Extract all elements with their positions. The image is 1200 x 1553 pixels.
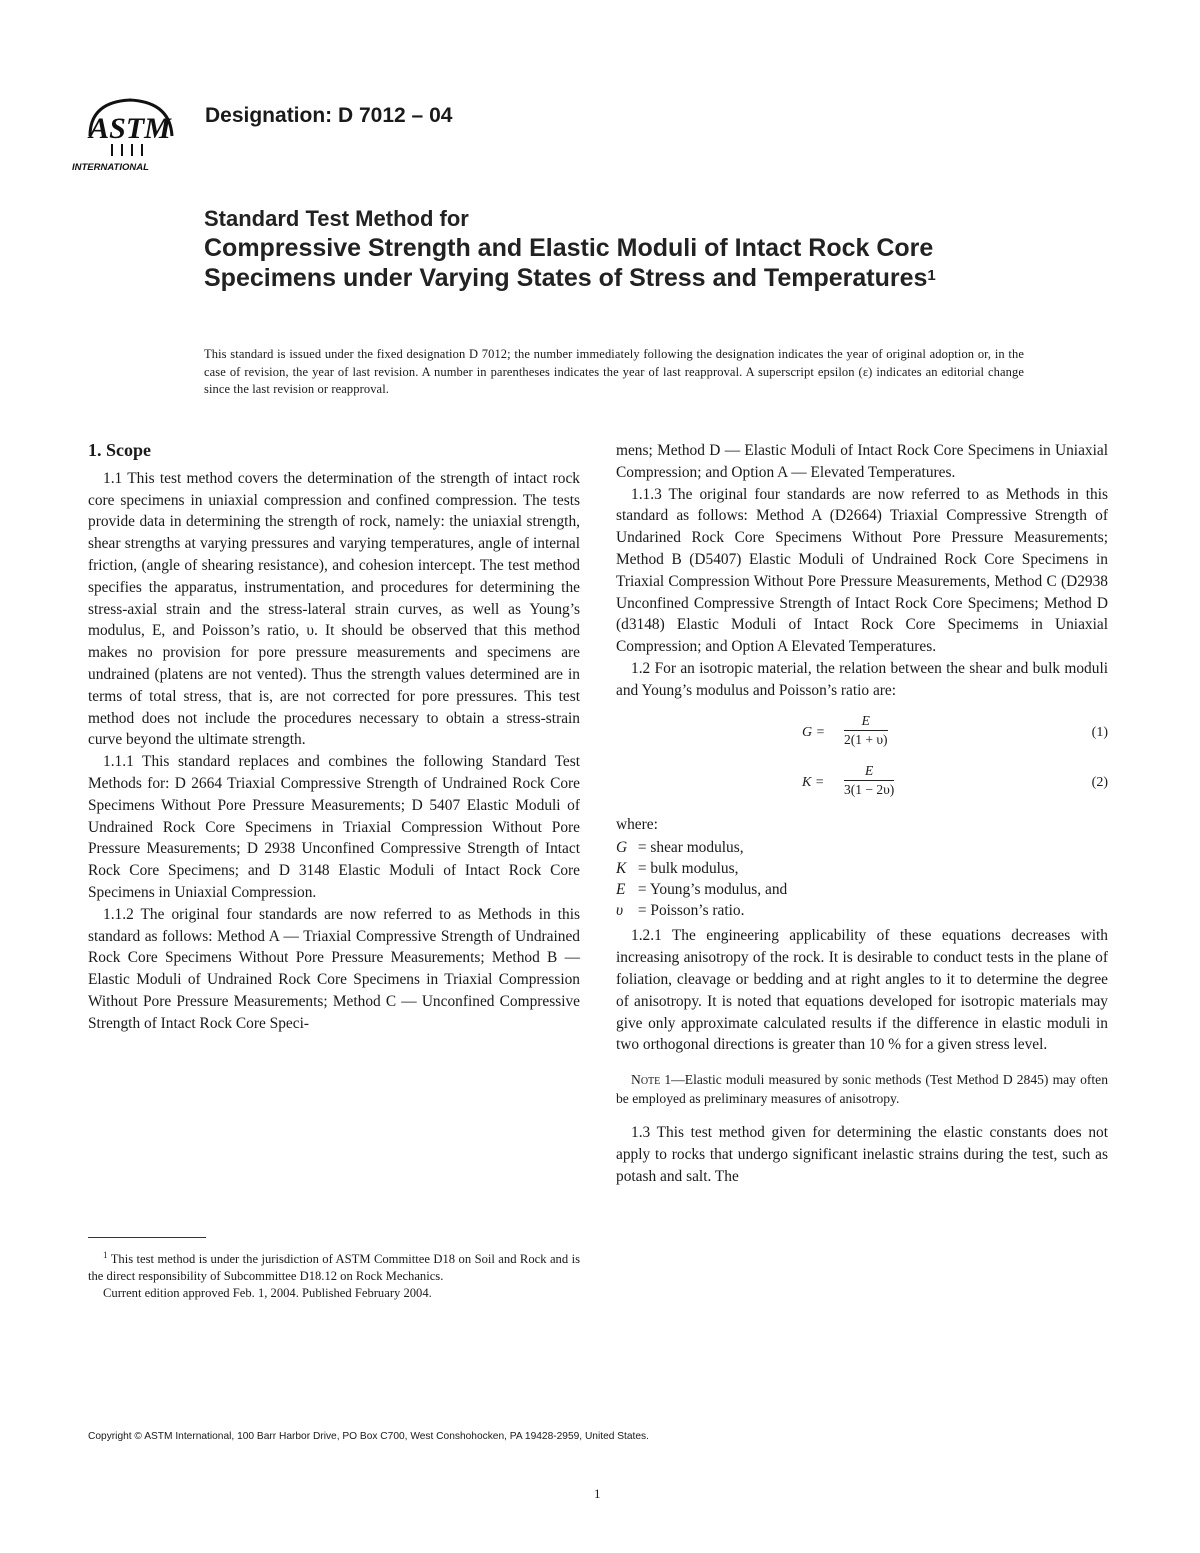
paragraph-1-1-1: 1.1.1 This standard replaces and combines the following Standard Test Methods for: D 2664 Triaxial Compressive Strength of Undrained Rock Core Specimens Without Pore Pressure Measurements; D 5407 Elastic Moduli of Undrained Rock Core Specimens in Triaxial Compression Without Pore Pressure Measurements; D 2938 Unconfined Compressive Strength of Intact Rock Core Specimens; and D 3148 Elastic Moduli of Intact Rock Core Specimens in Uniaxial Compression. bbox=[88, 753, 580, 901]
equation-2-numerator: E bbox=[844, 762, 894, 781]
equation-1-numerator: E bbox=[844, 712, 888, 731]
footnote-line-1 bbox=[88, 1247, 580, 1285]
definition-item bbox=[616, 879, 1108, 900]
equation-2-denominator: 3(1 − 2υ) bbox=[844, 781, 895, 797]
logo-subtext: INTERNATIONAL bbox=[72, 162, 149, 173]
equation-1 bbox=[616, 712, 1108, 752]
paragraph-1-1: 1.1 This test method covers the determination of the strength of intact rock core specimens in uniaxial compression and confined compression. The tests provide data in determining the strength of rock, namely: the uniaxial strength, shear strengths at varying pressures and varying temperatures, angle of internal friction, (angle of shearing resistance), and cohesion intercept. The test method specifies the apparatus, instrumentation, and procedures for determining the stress-axial strain and the stress-lateral strain curves, as well as Young’s modulus, E, and Poisson’s ratio, υ. It should be observed that this method makes no provision for pore pressure measurements and specimens are undrained (platens are not vented). Thus the strength values determined are in terms of total stress, that is, are not corrected for pore pressures. This test method does not include the procedures necessary to obtain a stress-strain curve beyond the ultimate strength. bbox=[88, 469, 580, 749]
issue-note: This standard is issued under the fixed designation D 7012; the number immediately following the designation indicates the year of original adoption or, in the case of revision, the year of last revision. A number in parentheses indicates the year of last reapproval. A superscript epsilon (ε) indicates an editorial change since the last revision or reapproval. bbox=[204, 347, 1024, 396]
definition-symbol: G bbox=[616, 839, 628, 857]
definitions-list bbox=[616, 837, 1108, 921]
definition-text: = Poisson’s ratio. bbox=[637, 902, 745, 920]
document-title bbox=[204, 233, 1064, 293]
title-footnote-ref[interactable]: 1 bbox=[927, 267, 936, 284]
astm-logo bbox=[72, 92, 190, 174]
footnote-line-2: Current edition approved Feb. 1, 2004. Published February 2004. bbox=[103, 1286, 432, 1301]
paragraph-1-2-1: 1.2.1 The engineering applicability of these equations decreases with increasing anisotropy of the rock. It is desirable to conduct tests in the plane of foliation, cleavage or bedding and at right angles to it to determine the degree of anisotropy. It is noted that equations developed for isotropic materials may give only approximate calculated results if the difference in elastic moduli in two orthogonal directions is greater than 10 % for a given stress level. bbox=[616, 927, 1108, 1054]
footnote bbox=[88, 1247, 580, 1302]
definition-item bbox=[616, 900, 1108, 921]
paragraph-1-1-3: 1.1.3 The original four standards are now referred to as Methods in this standard as follows: Method A (D2664) Triaxial Compressive Strength of Undarined Rock Core Specimens Without Pore Pressure Measurements; Method B (D5407) Elastic Moduli of Undrained Rock Core Specimens in Triaxial Compression Without Pore Pressure Measurements, Method C (D2938 Unconfined Compressive Strength of Intact Rock Core Specimens; Method D (d3148) Elastic Moduli of Intact Rock Core Specimems in Uniaxial Compression; and Option A Elevated Temperatures. bbox=[616, 485, 1108, 656]
equation-2-number: (2) bbox=[1091, 774, 1108, 790]
document-title-text: Compressive Strength and Elastic Moduli of Intact Rock Core Specimens under Varying States of Stress and Temperatures bbox=[204, 234, 934, 292]
paragraph-1-3: 1.3 This test method given for determining the elastic constants does not apply to rocks that undergo significant inelastic strains during the test, such as potash and salt. The bbox=[616, 1124, 1108, 1185]
definition-item bbox=[616, 858, 1108, 879]
paragraph-1-1-2: 1.1.2 The original four standards are now referred to as Methods in this standard as follows: Method A — Triaxial Compressive Strength of Undrained Rock Core Specimens Without Pore Pressure Measurements; Method B — Elastic Moduli of Undrained Rock Core Specimens in Triaxial Compression Without Pore Pressure Measurements; Method C — Unconfined Compressive Strength of Intact Rock Core Speci- bbox=[88, 905, 580, 1032]
footnote-text: This test method is under the jurisdiction of ASTM Committee D18 on Soil and Rock and is the direct responsibility of Subcommittee D18.12 on Rock Mechanics. bbox=[88, 1252, 580, 1284]
left-column bbox=[88, 440, 580, 1035]
footnote-divider bbox=[88, 1237, 206, 1238]
definition-text: = shear modulus, bbox=[637, 839, 744, 857]
logo-text: ASTM bbox=[89, 112, 171, 145]
footnote-marker: 1 bbox=[103, 1250, 108, 1260]
equation-2-lhs: K = bbox=[802, 774, 825, 790]
designation: Designation: D 7012 – 04 bbox=[205, 104, 453, 127]
note-1 bbox=[616, 1070, 1108, 1108]
title-prefix: Standard Test Method for bbox=[204, 206, 469, 231]
paragraph-continued: mens; Method D — Elastic Moduli of Intact Rock Core Specimens in Uniaxial Compression; and Option A — Elevated Temperatures. bbox=[616, 442, 1108, 481]
equation-1-fraction bbox=[844, 712, 888, 749]
paragraph-1-2: 1.2 For an isotropic material, the relation between the shear and bulk moduli and Young’s modulus and Poisson’s ratio are: bbox=[616, 659, 1108, 699]
equation-1-denominator: 2(1 + υ) bbox=[844, 731, 888, 747]
definition-symbol: E bbox=[616, 881, 626, 899]
definition-symbol: K bbox=[616, 860, 627, 878]
definition-symbol: υ bbox=[616, 902, 624, 920]
note-label: Note 1 bbox=[631, 1072, 672, 1088]
equation-2-fraction bbox=[844, 762, 894, 799]
definition-item bbox=[616, 837, 1108, 858]
page-number: 1 bbox=[594, 1486, 601, 1501]
definition-text: = Young’s modulus, and bbox=[637, 881, 788, 899]
equation-2 bbox=[616, 762, 1108, 802]
equation-1-lhs: G = bbox=[802, 724, 826, 740]
section-heading-scope: 1. Scope bbox=[88, 440, 151, 460]
title-block bbox=[204, 205, 1064, 293]
right-column bbox=[616, 440, 1108, 1188]
copyright-notice: Copyright © ASTM International, 100 Barr Harbor Drive, PO Box C700, West Conshohocken, PA 19428-2959, United States. bbox=[88, 1431, 649, 1442]
note-text: —Elastic moduli measured by sonic methods (Test Method D 2845) may often be employed as preliminary measures of anisotropy. bbox=[616, 1072, 1109, 1107]
where-label: where: bbox=[616, 815, 658, 833]
definition-text: = bulk modulus, bbox=[637, 860, 739, 878]
equation-1-number: (1) bbox=[1091, 724, 1108, 740]
